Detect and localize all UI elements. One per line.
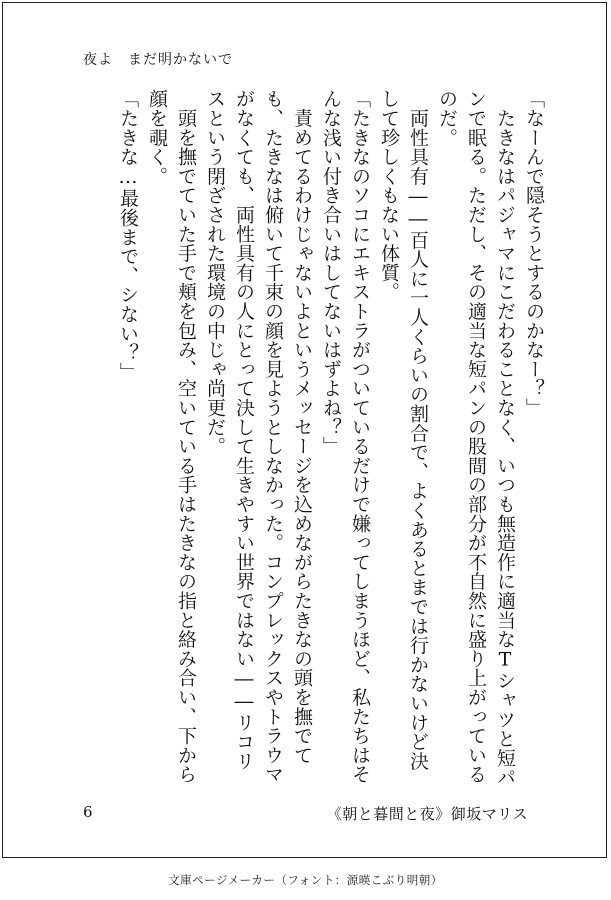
running-head: 夜よ まだ明かないで — [83, 52, 233, 68]
paragraph: 「なーんで隠そうとするのかなー？」 — [523, 89, 545, 418]
page-number: 6 — [83, 803, 93, 821]
paragraph: 頭を撫でていた手で頬を包み、空いている手はたきなの指と絡み合い、下から顔を覗く。 — [146, 89, 197, 784]
body-text — [113, 89, 548, 789]
book-title: 《朝と暮間と夜》御坂マリス — [326, 805, 528, 823]
page-frame — [2, 2, 607, 858]
footer-credit: 文庫ページメーカー（フォント：源暎こぶり明朝） — [168, 873, 443, 887]
paragraph: たきなはパジャマにこだわることなく、いつも無造作に適当なTシャツと短パンで眠る。ただし、その適当な短パンの股間の部分が不自然に盛り上がっているのだ。 — [436, 89, 516, 787]
paragraph: 両性具有――百人に一人くらいの割合で、よくあるとまでは行かないけど決して珍しくもない体質。 — [378, 89, 429, 771]
paragraph: 「たきなのソコにエキストラがついているだけで嫌ってしまうほど、私たちはそんな浅い付き合いはしてないはずよね？」 — [320, 89, 371, 784]
paragraph: 「たきな…最後まで、シない？」 — [117, 89, 139, 382]
paragraph: 責めてるわけじゃないよというメッセージを込めながらたきなの頭を撫でても、たきなは俯いて千束の顔を見ようとしなかった。コンプレックスやトラウマがなくても、両性具有の人にとって決して生きやすい世界ではない――リコリスという閉ざされた環境の中じゃ尚更だ。 — [204, 89, 313, 784]
